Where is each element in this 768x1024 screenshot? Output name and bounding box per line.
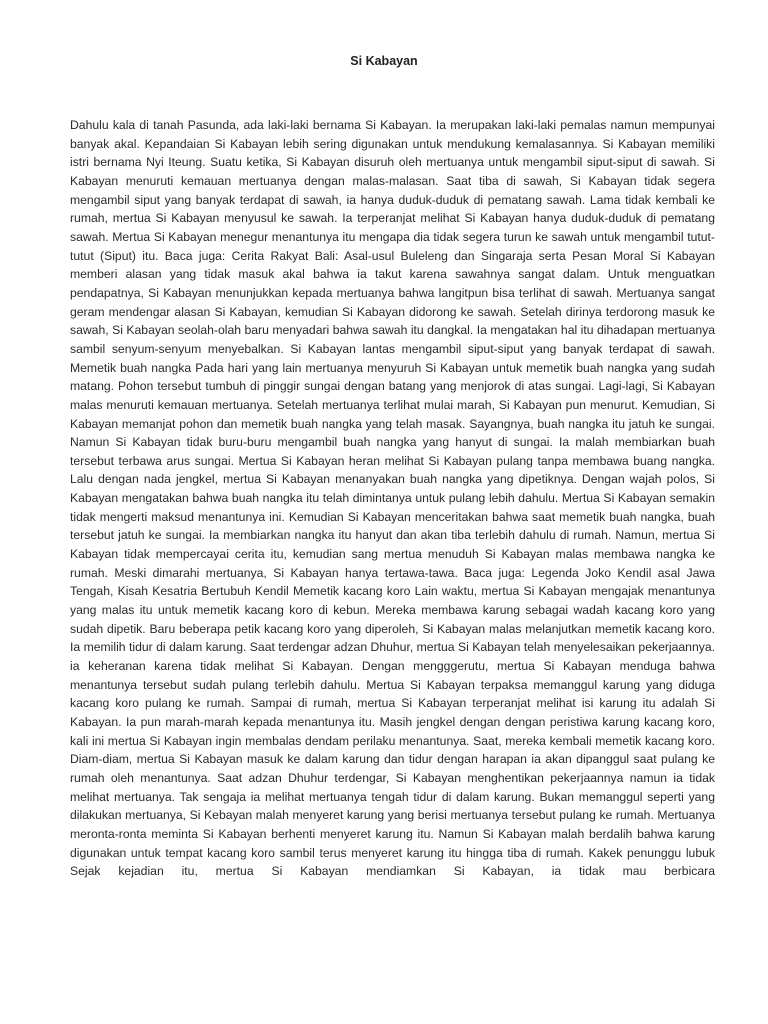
document-body-text: Dahulu kala di tanah Pasunda, ada laki-laki bernama Si Kabayan. Ia merupakan laki-laki pemalas namun mempunyai banyak akal. Kepandaian Si Kabayan lebih sering digunakan untuk mendukung kemalasannya. Si Kabayan memiliki istri bernama Nyi Iteung. Suatu ketika, Si Kabayan disuruh oleh mertuanya untuk mengambil siput-siput di sawah. Si Kabayan menuruti kemauan mertuanya dengan malas-malasan. Saat tiba di sawah, Si Kabayan tidak segera mengambil siput yang banyak terdapat di sawah, ia hanya duduk-duduk di pematang sawah. Lama tidak kembali ke rumah, mertua Si Kabayan menyusul ke sawah. Ia terperanjat melihat Si Kabayan hanya duduk-duduk di pematang sawah. Mertua Si Kabayan menegur menantunya itu mengapa dia tidak segera turun ke sawah untuk mengambil tutut-tutut (Siput) itu. Baca juga: Cerita Rakyat Bali: Asal-usul Buleleng dan Singaraja serta Pesan Moral Si Kabayan memberi alasan yang tidak masuk akal bahwa ia takut karena sawahnya sangat dalam. Untuk menguatkan pendapatnya, Si Kabayan menunjukkan kepada mertuanya bahwa langitpun bisa terlihat di sawah. Mertuanya sangat geram mendengar alasan Si Kabayan, kemudian Si Kabayan didorong ke sawah. Setelah dirinya terdorong masuk ke sawah, Si Kabayan seolah-olah baru menyadari bahwa sawah itu dangkal. Ia mengatakan hal itu dihadapan mertuanya sambil senyum-senyum menyebalkan. Si Kabayan lantas mengambil siput-siput yang banyak terdapat di sawah. Memetik buah nangka Pada hari yang lain mertuanya menyuruh Si Kabayan untuk memetik buah nangka yang sudah matang. Pohon tersebut tumbuh di pinggir sungai dengan batang yang menjorok di atas sungai. Lagi-lagi, Si Kabayan malas menuruti kemauan mertuanya. Setelah mertuanya terlihat mulai marah, Si Kabayan pun menurut. Kemudian, Si Kabayan memanjat pohon dan memetik buah nangka yang telah masak. Sayangnya, buah nangka itu jatuh ke sungai. Namun Si Kabayan tidak buru-buru mengambil buah nangka yang hanyut di sungai. Ia malah membiarkan buah tersebut terbawa arus sungai. Mertua Si Kabayan heran melihat Si Kabayan pulang tanpa membawa buang nangka. Lalu dengan nada jengkel, mertua Si Kabayan menanyakan buah nangka yang dipetiknya. Dengan wajah polos, Si Kabayan mengatakan bahwa buah nangka itu telah dimintanya untuk pulang lebih dahulu. Mertua Si Kabayan semakin tidak mengerti maksud menantunya ini. Kemudian Si Kabayan menceritakan bahwa saat memetik buah nangka, buah tersebut jatuh ke sungai. Ia membiarkan nangka itu hanyut dan akan tiba terlebih dahulu di rumah. Namun, mertua Si Kabayan tidak mempercayai cerita itu, kemudian sang mertua menuduh Si Kabayan malas membawa nangka ke rumah. Meski dimarahi mertuanya, Si Kabayan hanya tertawa-tawa. Baca juga: Legenda Joko Kendil asal Jawa Tengah, Kisah Kesatria Bertubuh Kendil Memetik kacang koro Lain waktu, mertua Si Kabayan mengajak menantunya yang malas itu untuk memetik kacang koro di kebun. Mereka membawa karung sebagai wadah kacang koro yang sudah dipetik. Baru beberapa petik kacang koro yang diperoleh, Si Kabayan malas melanjutkan memetik kacang koro. Ia memilih tidur di dalam karung. Saat terdengar adzan Dhuhur, mertua Si Kabayan telah menyelesaikan pekerjaannya. ia keheranan karena tidak melihat Si Kabayan. Dengan mengggerutu, mertua Si Kabayan menduga bahwa menantunya tersebut sudah pulang terlebih dahulu. Mertua Si Kabayan terpaksa memanggul karung yang diduga kacang koro pulang ke rumah. Sampai di rumah, mertua Si Kabayan terperanjat melihat isi karung itu adalah Si Kabayan. Ia pun marah-marah kepada menantunya itu. Masih jengkel dengan dengan peristiwa karung kacang koro, kali ini mertua Si Kabayan ingin membalas dendam perilaku menantunya. Saat, mereka kembali memetik kacang koro. Diam-diam, mertua Si Kabayan masuk ke dalam karung dan tidur dengan harapan ia akan dipanggul saat pulang ke rumah oleh menantunya. Saat adzan Dhuhur terdengar, Si Kabayan menghentikan pekerjaannya namun ia tidak melihat mertuanya. Tak sengaja ia melihat mertuanya tengah tidur di dalam karung. Bukan memanggul seperti yang dilakukan mertuanya, Si Kebayan malah menyeret karung yang berisi mertuanya tersebut pulang ke rumah. Mertuanya meronta-ronta meminta Si Kabayan berhenti menyeret karung itu. Namun Si Kabayan malah berdalih bahwa karung digunakan untuk tempat kacang koro sambil terus menyeret karung itu hingga tiba di rumah. Kakek penunggu lubuk Sejak kejadian itu, mertua Si Kabayan mendiamkan Si Kabayan, ia tidak mau berbicara <box>70 118 715 879</box>
document-title: Si Kabayan <box>350 54 418 68</box>
